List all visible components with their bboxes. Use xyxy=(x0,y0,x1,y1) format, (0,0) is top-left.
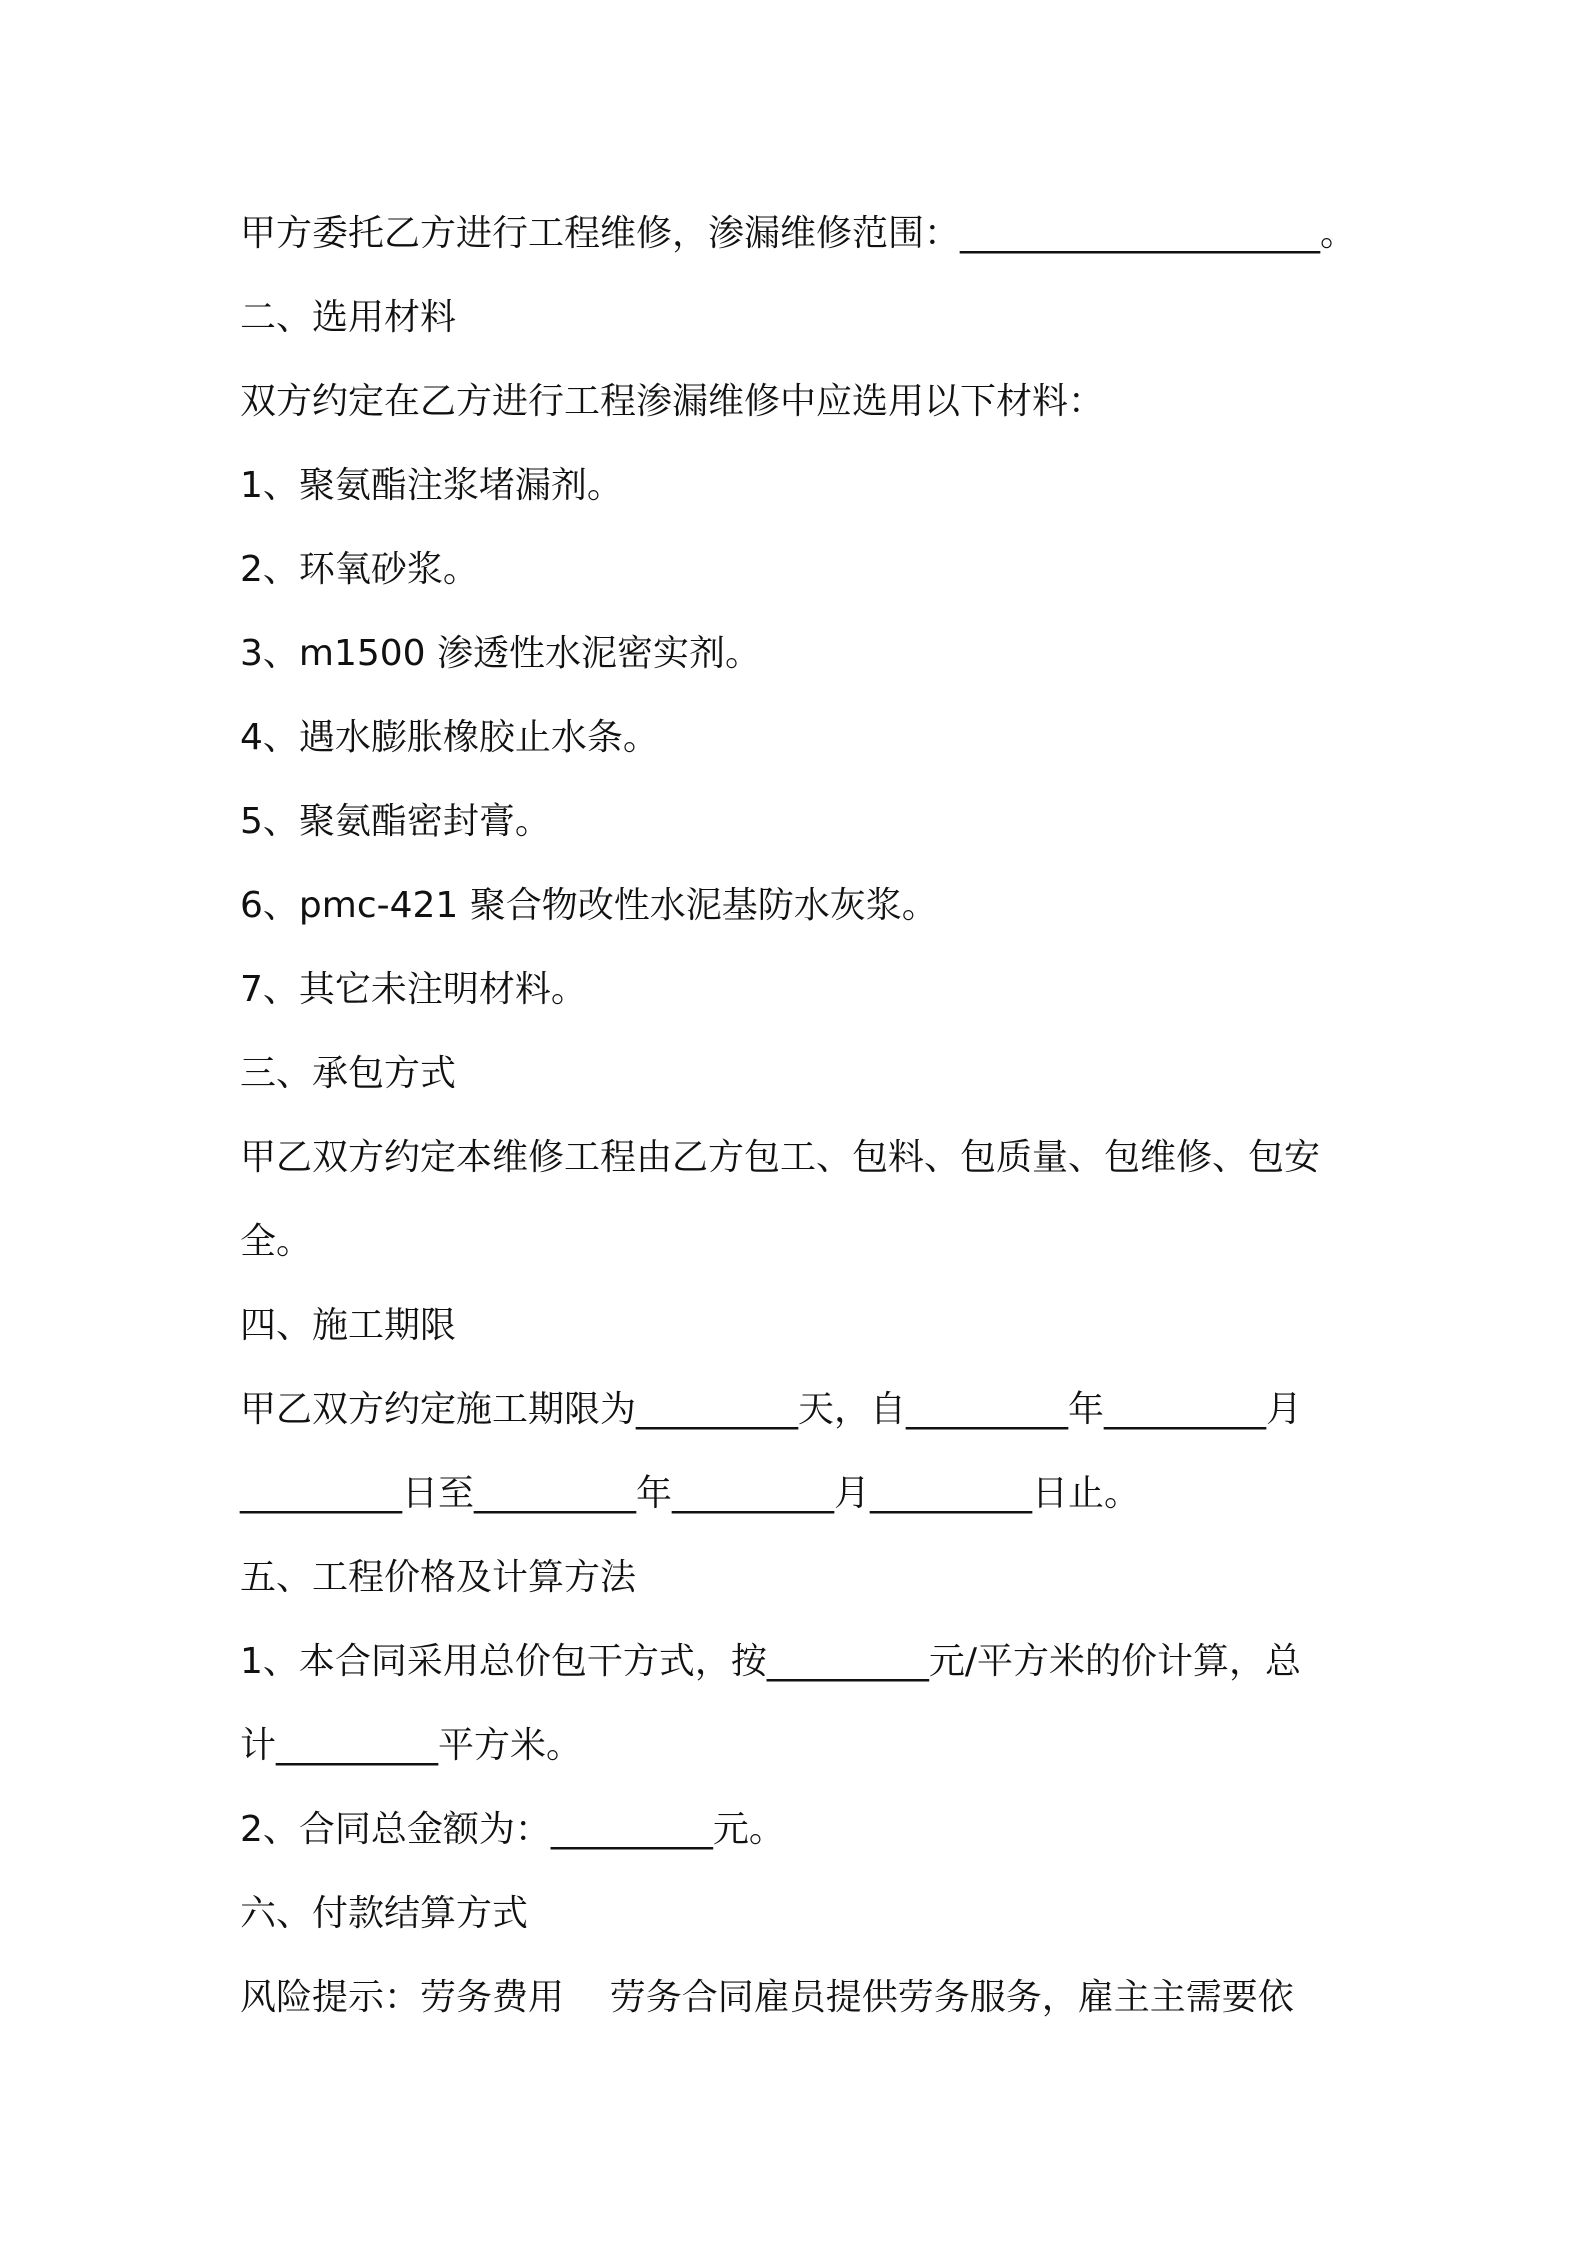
risk-notice: 风险提示：劳务费用 劳务合同雇员提供劳务服务，雇主主需要依 xyxy=(240,1977,1294,2018)
material-item-3: 3、m1500 渗透性水泥密实剂。 xyxy=(240,633,762,674)
section-heading-price: 五、工程价格及计算方法 xyxy=(240,1557,637,1598)
period-text-line-1: 甲乙双方约定施工期限为_________天，自_________年_________月 xyxy=(240,1389,1303,1430)
scope-clause: 甲方委托乙方进行工程维修，渗漏维修范围：____________________。 xyxy=(240,213,1357,254)
material-item-4: 4、遇水膨胀橡胶止水条。 xyxy=(240,717,659,758)
price-item-1-line-2: 计_________平方米。 xyxy=(240,1725,583,1766)
contracting-text-line-2: 全。 xyxy=(240,1221,313,1262)
material-item-5: 5、聚氨酯密封膏。 xyxy=(240,801,551,842)
contracting-text-line-1: 甲乙双方约定本维修工程由乙方包工、包料、包质量、包维修、包安 xyxy=(240,1137,1321,1178)
section-heading-period: 四、施工期限 xyxy=(240,1305,457,1346)
material-item-1: 1、聚氨酯注浆堵漏剂。 xyxy=(240,465,623,506)
section-heading-contracting: 三、承包方式 xyxy=(240,1053,457,1094)
materials-intro: 双方约定在乙方进行工程渗漏维修中应选用以下材料： xyxy=(240,381,1105,422)
price-item-2: 2、合同总金额为：_________元。 xyxy=(240,1809,785,1850)
price-item-1-line-1: 1、本合同采用总价包干方式，按_________元/平方米的价计算，总 xyxy=(240,1641,1302,1682)
period-text-line-2: _________日至_________年_________月_________日止。 xyxy=(240,1473,1141,1514)
material-item-7: 7、其它未注明材料。 xyxy=(240,969,587,1010)
section-heading-materials: 二、选用材料 xyxy=(240,297,457,338)
section-heading-payment: 六、付款结算方式 xyxy=(240,1893,529,1934)
document-body xyxy=(240,192,1370,2040)
material-item-2: 2、环氧砂浆。 xyxy=(240,549,479,590)
material-item-6: 6、pmc-421 聚合物改性水泥基防水灰浆。 xyxy=(240,885,938,926)
